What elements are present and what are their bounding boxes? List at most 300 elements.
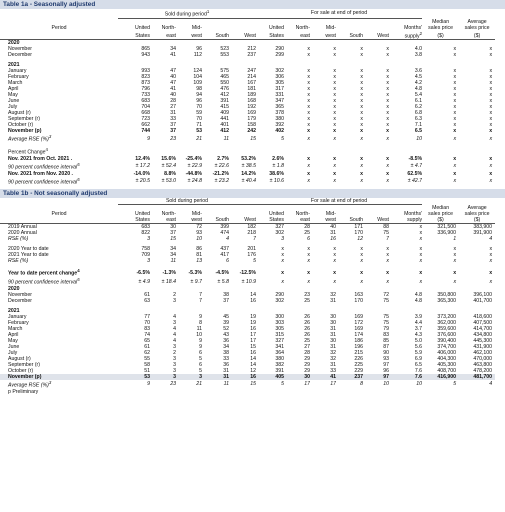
cell-value: 1 bbox=[453, 236, 457, 243]
cell-value: 3 bbox=[147, 258, 150, 265]
cell-value: 25 bbox=[304, 297, 310, 304]
column-header: west bbox=[310, 31, 336, 40]
cell-value: 36 bbox=[223, 337, 229, 344]
cell-value: 31 bbox=[330, 361, 336, 368]
table-row bbox=[0, 147, 505, 156]
cell-value: x bbox=[386, 163, 389, 170]
cell-value: 7 bbox=[199, 297, 202, 304]
cell-value: 2.6% bbox=[272, 155, 284, 162]
cell-value: 733 bbox=[141, 92, 150, 99]
cell-value: 26 bbox=[304, 331, 310, 338]
cell-value: x bbox=[307, 52, 310, 59]
cell-value: x bbox=[333, 155, 336, 162]
cell-value: 434,800 bbox=[473, 331, 493, 338]
cell-value: 176 bbox=[247, 252, 256, 259]
cell-value: ± 22.6 bbox=[214, 163, 229, 170]
cell-value: x bbox=[453, 258, 457, 265]
cell-value: 229 bbox=[354, 367, 363, 374]
cell-value: 9 bbox=[147, 135, 150, 142]
cell-value: x bbox=[489, 116, 493, 123]
cell-value: 416,900 bbox=[437, 373, 457, 380]
column-header: West bbox=[363, 217, 389, 224]
cell-value: 4.2 bbox=[414, 80, 423, 87]
cell-value: x bbox=[360, 135, 363, 142]
cell-value: x bbox=[333, 246, 336, 253]
cell-value: x bbox=[307, 80, 310, 87]
cell-value: x bbox=[333, 258, 336, 265]
cell-value: -6.5% bbox=[136, 269, 150, 276]
cell-value: 28 bbox=[170, 98, 176, 105]
row-label: RSE (%) bbox=[8, 258, 29, 265]
cell-value: 79 bbox=[383, 325, 389, 332]
cell-value: 70 bbox=[196, 104, 202, 111]
column-header: North- bbox=[161, 24, 176, 31]
cell-value: x bbox=[360, 68, 363, 75]
cell-value: 30 bbox=[330, 337, 336, 344]
cell-value: 9 bbox=[199, 337, 202, 344]
cell-value: 7 bbox=[253, 236, 256, 243]
cell-value: 31 bbox=[223, 367, 229, 374]
cell-value: -8.5% bbox=[408, 155, 423, 162]
table-1b-title: Table 1b - Not seasonally adjusted bbox=[0, 189, 505, 198]
cell-value: 365 bbox=[275, 104, 284, 111]
row-label: March bbox=[8, 325, 23, 332]
cell-value: -5.3% bbox=[188, 269, 202, 276]
cell-value: 4 bbox=[226, 236, 229, 243]
cell-value: 463,800 bbox=[473, 361, 493, 368]
cell-value: x bbox=[333, 252, 336, 259]
cell-value: x bbox=[333, 135, 336, 142]
cell-value: 75 bbox=[383, 230, 389, 237]
cell-value: x bbox=[333, 80, 336, 87]
cell-value: 4.8 bbox=[414, 291, 423, 298]
cell-value: 382 bbox=[275, 361, 284, 368]
row-label: 2020 Year to date bbox=[8, 246, 49, 253]
cell-value: x bbox=[333, 110, 336, 117]
row-label: Percent Change$^4$ bbox=[8, 147, 48, 156]
cell-value: 34 bbox=[170, 46, 176, 53]
cell-value: 5 bbox=[281, 135, 284, 142]
cell-value: 405 bbox=[275, 373, 284, 380]
cell-value: x bbox=[386, 92, 389, 99]
cell-value: 3 bbox=[199, 373, 202, 380]
column-header: North- bbox=[295, 24, 310, 31]
cell-value: 6.2 bbox=[414, 104, 423, 111]
cell-value: 34 bbox=[170, 252, 176, 259]
cell-value: x bbox=[489, 258, 493, 265]
cell-value: x bbox=[333, 74, 336, 81]
cell-value: -4.5% bbox=[215, 269, 229, 276]
cell-value: 31 bbox=[330, 331, 336, 338]
cell-value: 93 bbox=[383, 355, 389, 362]
cell-value: 683 bbox=[141, 224, 150, 231]
cell-value: x bbox=[307, 116, 310, 123]
cell-value: x bbox=[386, 98, 389, 105]
cell-value: ± 24.8 bbox=[187, 178, 202, 185]
cell-value: 6.5 bbox=[414, 128, 423, 135]
cell-value: x bbox=[281, 252, 284, 259]
cell-value: x bbox=[419, 269, 423, 276]
cell-value: 37 bbox=[223, 297, 229, 304]
cell-value: 4.0 bbox=[414, 46, 423, 53]
cell-value: 63 bbox=[144, 297, 150, 304]
row-label: July bbox=[8, 349, 18, 356]
cell-value: x bbox=[360, 170, 363, 177]
cell-value: 321,500 bbox=[437, 224, 457, 231]
column-header: Months' bbox=[404, 24, 423, 31]
cell-value: 179 bbox=[247, 116, 256, 123]
cell-value: 37 bbox=[170, 230, 176, 237]
cell-value: x bbox=[489, 252, 493, 259]
cell-value: 163 bbox=[354, 291, 363, 298]
cell-value: 7.6 bbox=[414, 367, 423, 374]
row-label: March bbox=[8, 80, 23, 87]
cell-value: x bbox=[333, 104, 336, 111]
cell-value: 396,100 bbox=[473, 291, 493, 298]
cell-value: 412 bbox=[220, 128, 229, 135]
cell-value: 7 bbox=[386, 236, 389, 243]
cell-value: x bbox=[307, 74, 310, 81]
cell-value: 3 bbox=[173, 373, 176, 380]
cell-value: 10 bbox=[196, 236, 202, 243]
period-header: Period bbox=[51, 24, 67, 31]
cell-value: x bbox=[453, 68, 457, 75]
cell-value: 704 bbox=[141, 104, 150, 111]
cell-value: 391,900 bbox=[473, 230, 493, 237]
cell-value: 391 bbox=[220, 98, 229, 105]
column-header: east bbox=[150, 31, 176, 40]
cell-value: 181 bbox=[247, 86, 256, 93]
cell-value: 373,200 bbox=[437, 313, 457, 320]
cell-value: 43 bbox=[223, 331, 229, 338]
cell-value: 12 bbox=[357, 236, 363, 243]
cell-value: 4 bbox=[173, 325, 176, 332]
cell-value: ± 5.8 bbox=[217, 278, 229, 285]
cell-value: 364 bbox=[275, 349, 284, 356]
cell-value: 5 bbox=[281, 381, 284, 388]
header-blank bbox=[422, 9, 459, 18]
row-label: October (r) bbox=[8, 122, 34, 129]
row-label: November (p) bbox=[8, 373, 42, 380]
cell-value: x bbox=[307, 163, 310, 170]
cell-value: x bbox=[307, 135, 310, 142]
cell-value: 41 bbox=[170, 86, 176, 93]
row-label: 2021 bbox=[8, 307, 20, 314]
cell-value: 247 bbox=[247, 68, 256, 75]
cell-value: x bbox=[333, 278, 336, 285]
column-header: supply bbox=[389, 217, 422, 224]
row-label: 2020 bbox=[8, 40, 20, 47]
cell-value: 28 bbox=[304, 224, 310, 231]
cell-value: 212 bbox=[247, 46, 256, 53]
cell-value: 11 bbox=[223, 381, 229, 388]
cell-value: 215 bbox=[354, 349, 363, 356]
cell-value: 85 bbox=[383, 337, 389, 344]
cell-value: 75 bbox=[383, 297, 389, 304]
cell-value: x bbox=[386, 128, 389, 135]
cell-value: x bbox=[386, 170, 389, 177]
cell-value: 19 bbox=[250, 313, 256, 320]
cell-value: 4.8 bbox=[414, 297, 423, 304]
cell-value: 6 bbox=[199, 349, 202, 356]
column-header: Average bbox=[467, 18, 487, 25]
cell-value: 41 bbox=[330, 373, 336, 380]
column-header: North- bbox=[295, 211, 310, 218]
cell-value: 405,300 bbox=[437, 361, 457, 368]
cell-value: 81 bbox=[196, 252, 202, 259]
table-1a-grid bbox=[0, 9, 505, 185]
cell-value: x bbox=[307, 86, 310, 93]
cell-value: 6.8 bbox=[414, 110, 423, 117]
cell-value: 14 bbox=[250, 355, 256, 362]
cell-value: 553 bbox=[220, 52, 229, 59]
cell-value: 404,300 bbox=[437, 355, 457, 362]
cell-value: ± 53.0 bbox=[161, 178, 176, 185]
cell-value: 37 bbox=[170, 122, 176, 129]
row-label: 2021 Year to date bbox=[8, 252, 49, 259]
cell-value: ± 9.7 bbox=[190, 278, 202, 285]
cell-value: 30 bbox=[330, 319, 336, 326]
cell-value: x bbox=[489, 246, 493, 253]
cell-value: x bbox=[307, 246, 310, 253]
cell-value: x bbox=[360, 116, 363, 123]
cell-value: 174 bbox=[354, 331, 363, 338]
cell-value: 214 bbox=[247, 74, 256, 81]
cell-value: x bbox=[360, 80, 363, 87]
cell-value: x bbox=[360, 110, 363, 117]
cell-value: 6.1 bbox=[414, 98, 423, 105]
cell-value: 365,300 bbox=[437, 297, 457, 304]
column-header: east bbox=[284, 217, 310, 224]
cell-value: ± 52.4 bbox=[161, 163, 176, 170]
table-row bbox=[0, 380, 505, 389]
cell-value: x bbox=[419, 252, 423, 259]
cell-value: 225 bbox=[354, 361, 363, 368]
column-header: United bbox=[269, 211, 284, 218]
cell-value: 71 bbox=[196, 122, 202, 129]
cell-value: 6.3 bbox=[414, 116, 423, 123]
cell-value: 4.3 bbox=[414, 331, 423, 338]
cell-value: 29 bbox=[304, 361, 310, 368]
column-header: west bbox=[176, 217, 202, 224]
cell-value: 9 bbox=[199, 313, 202, 320]
table-1a-title: Table 1a - Seasonally adjusted bbox=[0, 0, 505, 9]
cell-value: x bbox=[307, 110, 310, 117]
cell-value: 65 bbox=[144, 337, 150, 344]
cell-value: 74 bbox=[144, 331, 150, 338]
cell-value: x bbox=[489, 269, 493, 276]
cell-value: x bbox=[453, 128, 457, 135]
cell-value: 7 bbox=[199, 291, 202, 298]
cell-value: 402 bbox=[275, 128, 284, 135]
cell-value: 40 bbox=[330, 224, 336, 231]
row-label: August (r) bbox=[8, 355, 31, 362]
cell-value: x bbox=[360, 104, 363, 111]
cell-value: 37 bbox=[170, 128, 176, 135]
cell-value: 408,700 bbox=[437, 367, 457, 374]
cell-value: 16 bbox=[330, 236, 336, 243]
header-blank bbox=[459, 9, 495, 18]
cell-value: 167 bbox=[247, 80, 256, 87]
cell-value: 25 bbox=[304, 230, 310, 237]
cell-value: ± 10.6 bbox=[269, 178, 284, 185]
cell-value: x bbox=[307, 178, 310, 185]
cell-value: x bbox=[453, 52, 457, 59]
cell-value: x bbox=[453, 98, 457, 105]
cell-value: 14 bbox=[250, 291, 256, 298]
cell-value: 23 bbox=[170, 135, 176, 142]
cell-value: 169 bbox=[247, 110, 256, 117]
cell-value: 34 bbox=[223, 343, 229, 350]
column-header: Median bbox=[432, 18, 450, 25]
cell-value: 77 bbox=[144, 313, 150, 320]
cell-value: 418,600 bbox=[473, 313, 493, 320]
cell-value: 5.6 bbox=[414, 343, 423, 350]
cell-value: 758 bbox=[141, 246, 150, 253]
table-row bbox=[0, 277, 505, 286]
cell-value: 25 bbox=[304, 337, 310, 344]
cell-value: x bbox=[386, 86, 389, 93]
cell-value: x bbox=[307, 278, 310, 285]
cell-value: 170 bbox=[354, 230, 363, 237]
cell-value: 327 bbox=[275, 224, 284, 231]
row-label: September (r) bbox=[8, 361, 40, 368]
cell-value: x bbox=[453, 80, 457, 87]
cell-value: 31 bbox=[170, 110, 176, 117]
row-label: May bbox=[8, 92, 18, 99]
cell-value: 523 bbox=[220, 46, 229, 53]
cell-value: x bbox=[453, 46, 457, 53]
cell-value: 327 bbox=[275, 337, 284, 344]
cell-value: x bbox=[386, 68, 389, 75]
cell-value: -12.5% bbox=[239, 269, 256, 276]
cell-value: 380 bbox=[275, 355, 284, 362]
cell-value: x bbox=[489, 52, 493, 59]
row-label: December bbox=[8, 297, 32, 304]
cell-value: x bbox=[307, 170, 310, 177]
cell-value: 341 bbox=[275, 343, 284, 350]
cell-value: 112 bbox=[193, 52, 202, 59]
cell-value: 6 bbox=[226, 258, 229, 265]
cell-value: 34 bbox=[170, 246, 176, 253]
cell-value: x bbox=[333, 92, 336, 99]
cell-value: 40 bbox=[170, 74, 176, 81]
sold-group-header: Sold during period$^1$ bbox=[118, 9, 256, 18]
cell-value: 83 bbox=[383, 331, 389, 338]
row-label: September (r) bbox=[8, 116, 40, 123]
cell-value: x bbox=[386, 104, 389, 111]
cell-value: 300 bbox=[275, 313, 284, 320]
column-header: South bbox=[202, 31, 229, 40]
cell-value: 201 bbox=[247, 246, 256, 253]
cell-value: 13 bbox=[196, 258, 202, 265]
cell-value: 6.5 bbox=[414, 361, 423, 368]
cell-value: x bbox=[453, 122, 457, 129]
row-label: October (r) bbox=[8, 367, 34, 374]
cell-value: 15 bbox=[250, 135, 256, 142]
cell-value: 33 bbox=[330, 367, 336, 374]
cell-value: 391 bbox=[275, 367, 284, 374]
column-header: Median bbox=[432, 205, 450, 212]
cell-value: x bbox=[307, 92, 310, 99]
cell-value: ± 38.5 bbox=[241, 163, 256, 170]
cell-value: 52 bbox=[223, 325, 229, 332]
cell-value: 380 bbox=[275, 116, 284, 123]
cell-value: 53.2% bbox=[241, 155, 256, 162]
cell-value: 23 bbox=[304, 291, 310, 298]
cell-value: 290 bbox=[275, 46, 284, 53]
cell-value: 41 bbox=[170, 52, 176, 59]
cell-value: 39 bbox=[223, 319, 229, 326]
header-blank bbox=[0, 31, 118, 40]
cell-value: 10 bbox=[196, 331, 202, 338]
row-label: April bbox=[8, 331, 19, 338]
cell-value: x bbox=[453, 135, 457, 142]
cell-value: x bbox=[386, 246, 389, 253]
cell-value: 8.8% bbox=[164, 170, 176, 177]
cell-value: 15.6% bbox=[161, 155, 176, 162]
cell-value: -44.8% bbox=[185, 170, 202, 177]
cell-value: x bbox=[419, 246, 423, 253]
column-header: United bbox=[135, 211, 150, 218]
cell-value: 4 bbox=[489, 381, 493, 388]
cell-value: x bbox=[360, 269, 363, 276]
cell-value: 237 bbox=[354, 373, 363, 380]
cell-value: 158 bbox=[247, 122, 256, 129]
cell-value: 16 bbox=[250, 325, 256, 332]
cell-value: 350,800 bbox=[437, 291, 457, 298]
cell-value: x bbox=[453, 104, 457, 111]
cell-value: x bbox=[453, 86, 457, 93]
cell-value: 16 bbox=[250, 373, 256, 380]
period-header: Period bbox=[51, 211, 67, 218]
column-header: United bbox=[135, 24, 150, 31]
cell-value: ± 42.7 bbox=[407, 178, 423, 185]
cell-value: ± 4.9 bbox=[138, 278, 150, 285]
cell-value: x bbox=[333, 128, 336, 135]
cell-value: 61 bbox=[144, 291, 150, 298]
table-1b-grid bbox=[0, 198, 505, 388]
column-header: South bbox=[336, 217, 363, 224]
cell-value: x bbox=[281, 278, 284, 285]
cell-value: 3 bbox=[173, 361, 176, 368]
header-blank bbox=[495, 198, 505, 205]
cell-value: 87 bbox=[383, 343, 389, 350]
cell-value: 3 bbox=[173, 297, 176, 304]
cell-value: 33 bbox=[223, 355, 229, 362]
cell-value: 186 bbox=[354, 337, 363, 344]
cell-value: 17 bbox=[330, 381, 336, 388]
cell-value: x bbox=[333, 122, 336, 129]
row-label: November bbox=[8, 291, 32, 298]
cell-value: x bbox=[333, 170, 336, 177]
cell-value: x bbox=[419, 224, 423, 231]
cell-value: 709 bbox=[141, 252, 150, 259]
cell-value: 303 bbox=[275, 319, 284, 326]
column-header: west bbox=[310, 217, 336, 224]
cell-value: 33 bbox=[170, 116, 176, 123]
cell-value: x bbox=[453, 278, 457, 285]
sold-group-header: Sold during period bbox=[118, 198, 256, 205]
cell-value: 15 bbox=[250, 381, 256, 388]
row-label: April bbox=[8, 86, 19, 93]
column-header: west bbox=[176, 31, 202, 40]
cell-value: 17 bbox=[250, 337, 256, 344]
cell-value: 5 bbox=[199, 355, 202, 362]
cell-value: x bbox=[307, 98, 310, 105]
row-label: November (p) bbox=[8, 128, 42, 135]
cell-value: ± 20.5 bbox=[135, 178, 150, 185]
